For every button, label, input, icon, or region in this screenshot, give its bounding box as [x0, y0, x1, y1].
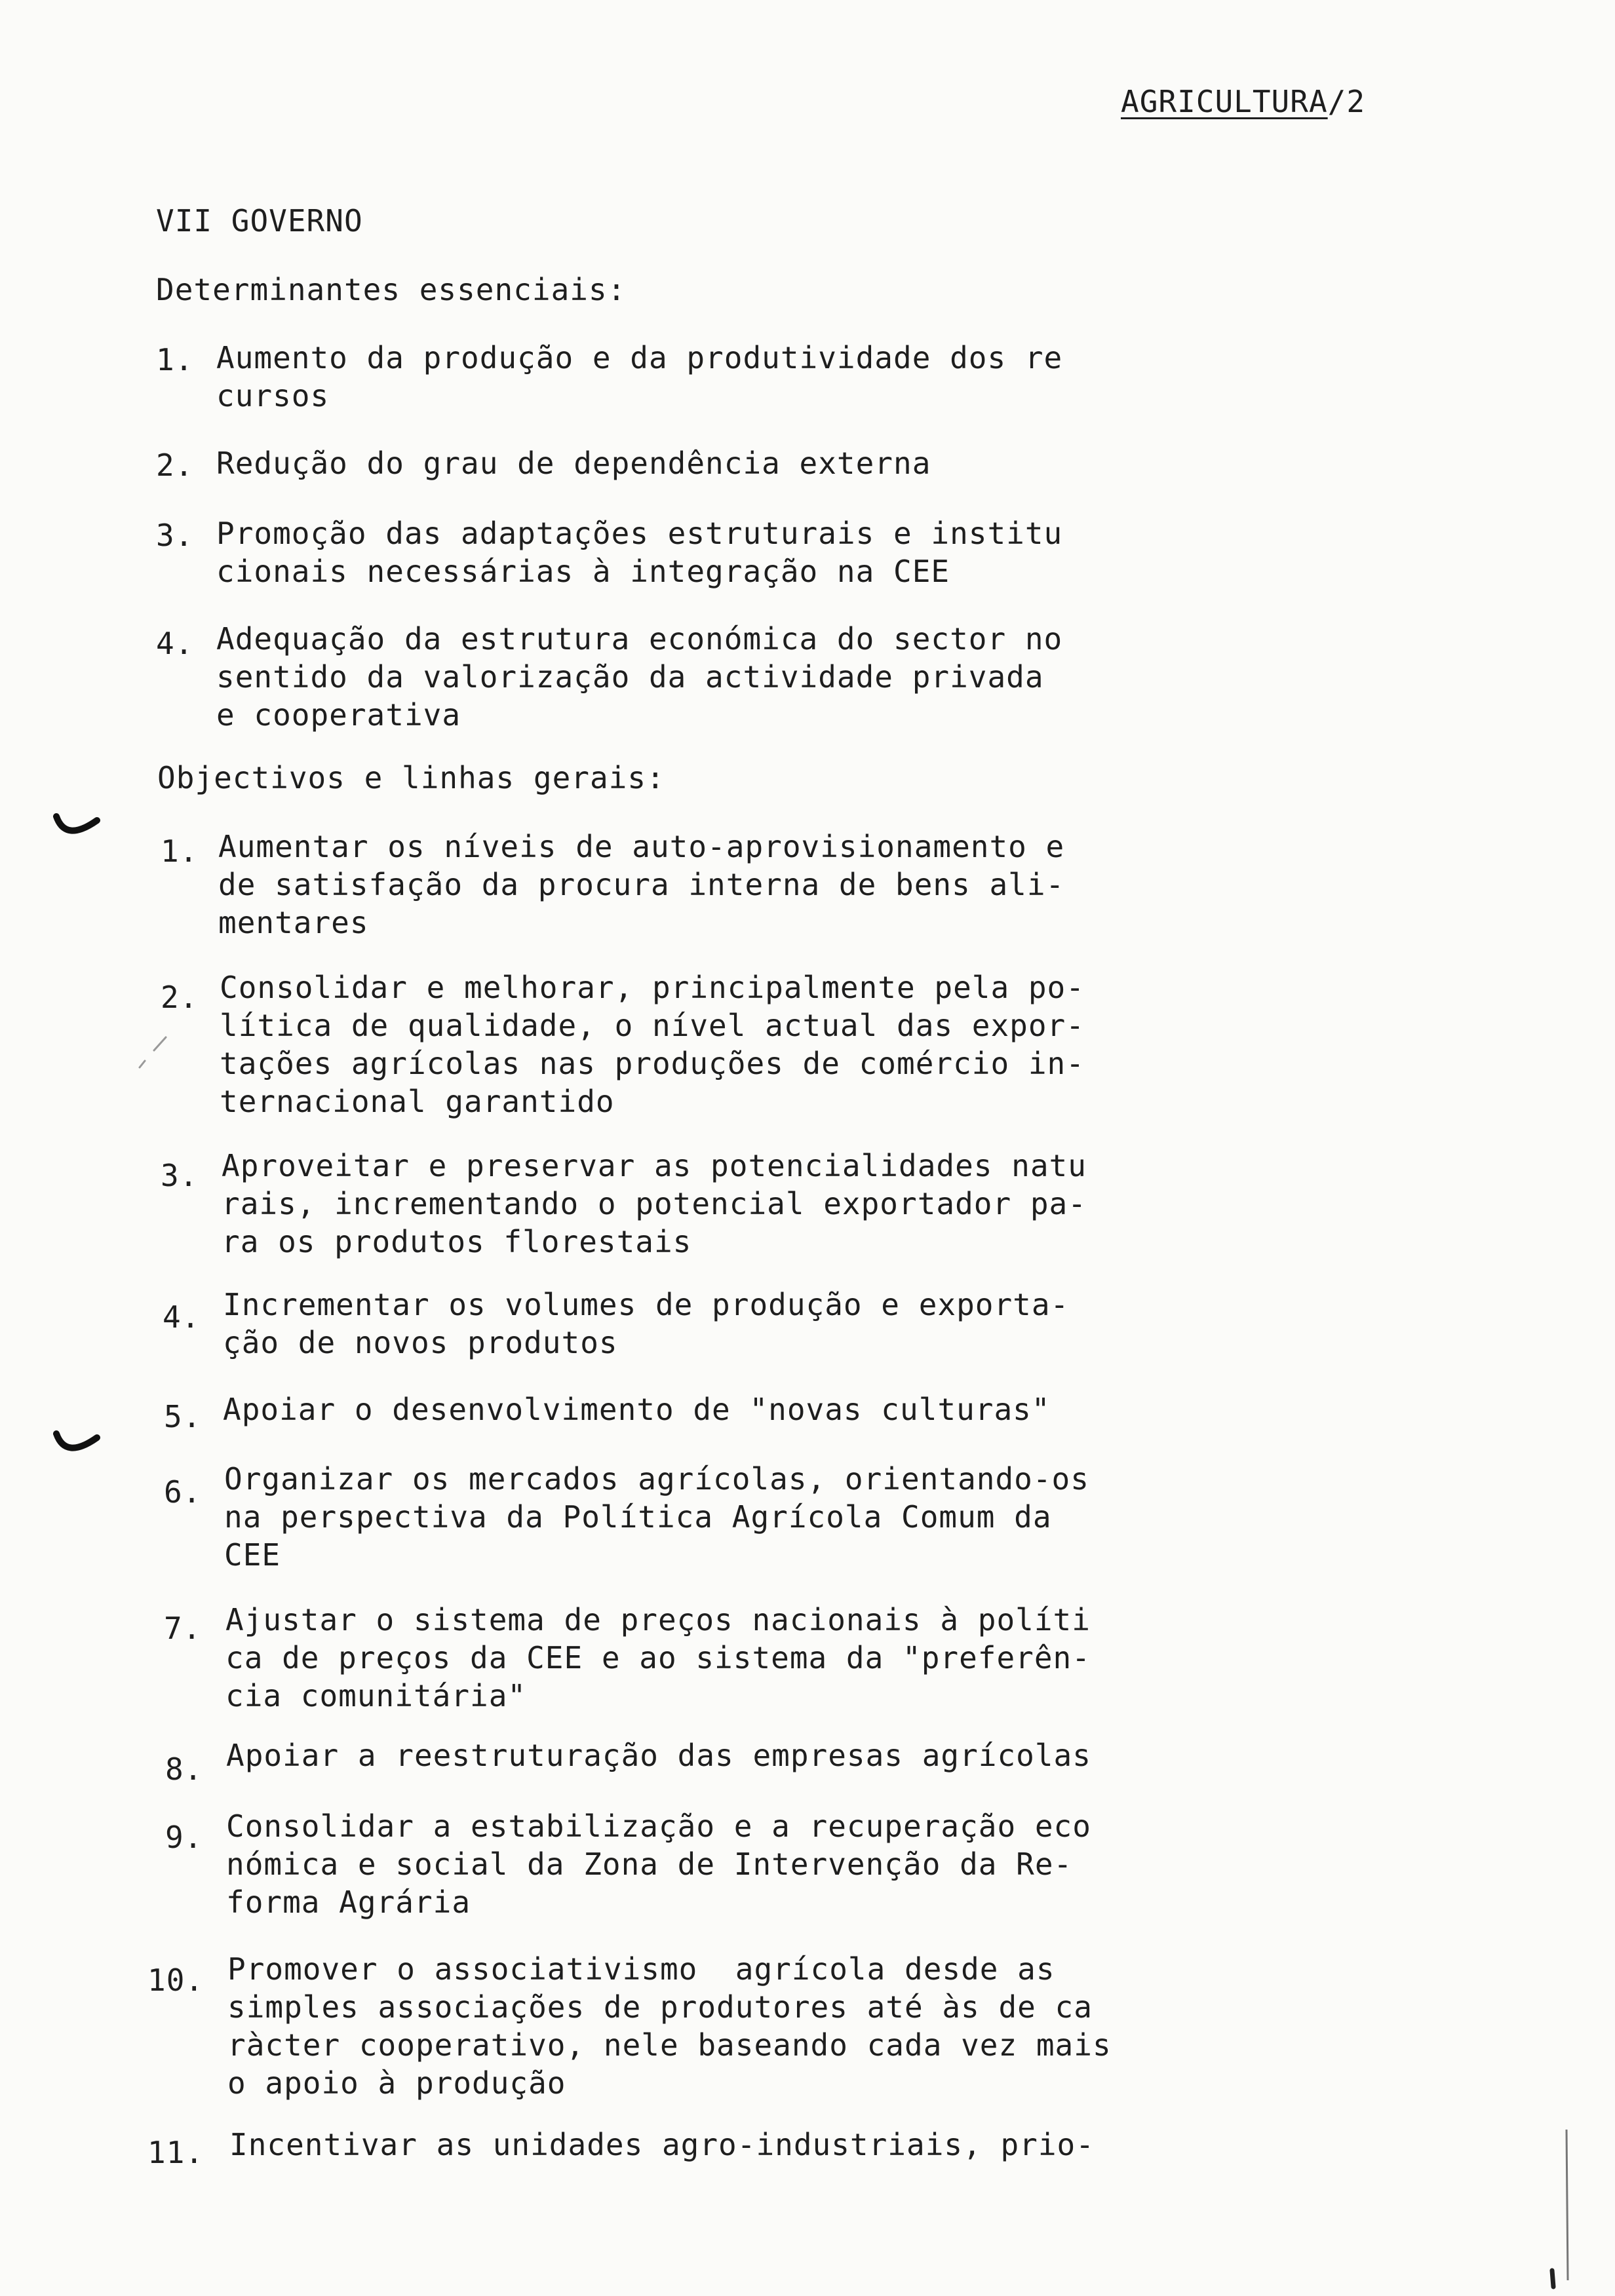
page-reference-section: AGRICULTURA	[1121, 84, 1328, 119]
document-title: VII GOVERNO	[156, 203, 363, 239]
item-text: Ajustar o sistema de preços nacionais à políti ca de preços da CEE e ao sistema da "preferên- cia comunitária"	[225, 1602, 1091, 1713]
item-number: 8.	[165, 1751, 203, 1787]
item-text: Consolidar e melhorar, principalmente pela po- lítica de qualidade, o nível actual das expor- tações agrícolas nas produções de comércio in- ternacional garantido	[220, 970, 1085, 1119]
item-number: 10.	[147, 1962, 204, 1998]
margin-tick-mark	[51, 811, 104, 848]
item-number: 4.	[163, 1299, 201, 1335]
item-number: 2.	[161, 980, 199, 1015]
item-text: Aumento da produção e da produtividade dos re cursos	[216, 340, 1063, 413]
item-text: Incrementar os volumes de produção e exporta- ção de novos produtos	[223, 1287, 1070, 1360]
item-number: 4.	[156, 626, 194, 661]
item-number: 3.	[161, 1158, 199, 1193]
item-text: Adequação da estrutura económica do sector no sentido da valorização da actividade privada e cooperativa	[216, 621, 1063, 733]
item-number: 11.	[147, 2135, 204, 2170]
section-heading-objectivos: Objectivos e linhas gerais:	[157, 760, 665, 795]
item-number: 1.	[156, 342, 194, 377]
page-reference	[1121, 84, 1365, 119]
item-text: Apoiar o desenvolvimento de "novas culturas"	[223, 1392, 1051, 1427]
item-number: 9.	[165, 1820, 203, 1855]
margin-tick-mark	[51, 1428, 104, 1465]
item-text: Incentivar as unidades agro-industriais, prio-	[229, 2127, 1095, 2162]
section-heading-determinantes: Determinantes essenciais:	[156, 272, 627, 307]
item-text: Apoiar a reestruturação das empresas agrícolas	[226, 1738, 1091, 1773]
item-text: Organizar os mercados agrícolas, orientando-os na perspectiva da Política Agrícola Comum da CEE	[224, 1461, 1089, 1573]
item-text: Aproveitar e preservar as potencialidades natu rais, incrementando o potencial exportador pa- ra os produtos florestais	[222, 1148, 1087, 1259]
item-text: Promoção das adaptações estruturais e institu cionais necessárias à integração na CEE	[216, 516, 1063, 589]
item-text: Promover o associativismo agrícola desde as simples associações de produtores até às de ca ràcter cooperativo, nele baseando cada vez mais o apoio à produção	[227, 1951, 1112, 2101]
item-number: 6.	[164, 1474, 202, 1510]
item-number: 5.	[164, 1399, 202, 1434]
item-text: Aumentar os níveis de auto-aprovisionamento e de satisfação da procura interna de bens ali- mentares	[218, 829, 1065, 940]
item-number: 2.	[156, 448, 194, 483]
item-number: 3.	[156, 518, 194, 553]
item-number: 7.	[164, 1611, 202, 1646]
pencil-mark	[134, 1032, 174, 1071]
item-text: Consolidar a estabilização e a recuperação eco nómica e social da Zona de Intervenção da Re- forma Agrária	[226, 1808, 1091, 1920]
page-reference-number: /2	[1327, 84, 1366, 119]
scan-edge-mark	[1540, 2123, 1580, 2293]
item-text: Redução do grau de dependência externa	[216, 446, 931, 481]
item-number: 1.	[161, 833, 199, 869]
